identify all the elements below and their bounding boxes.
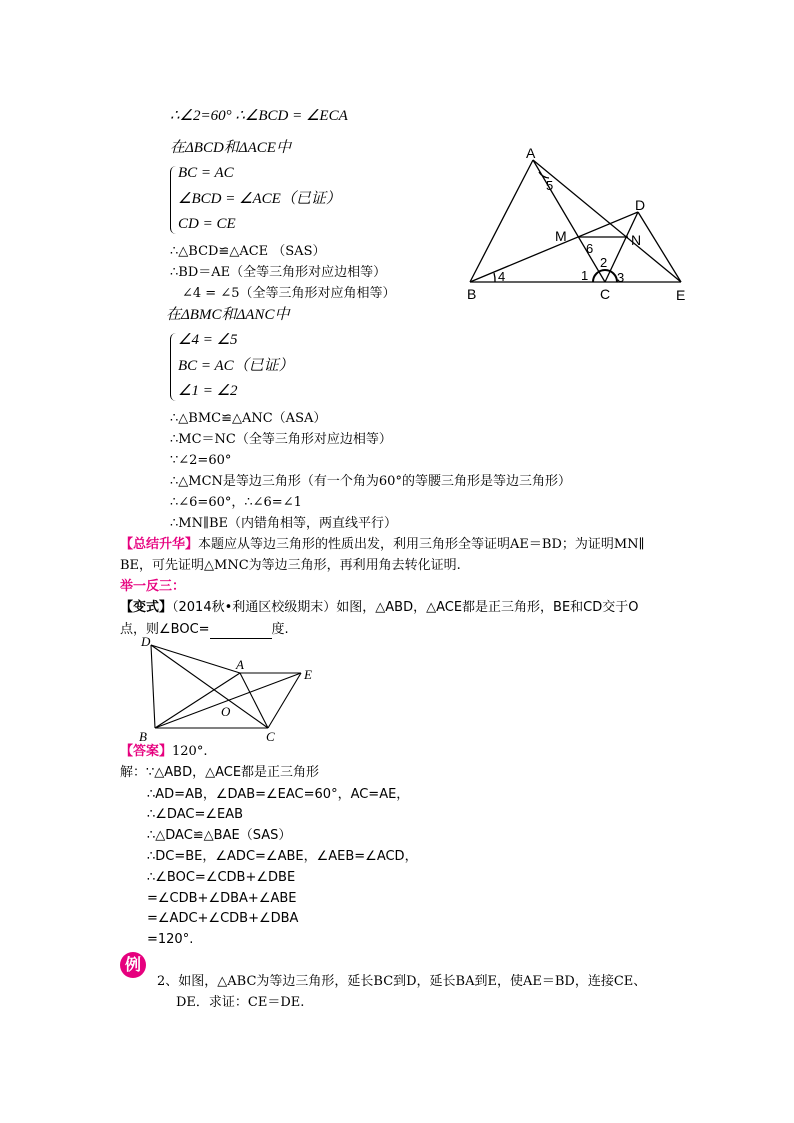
summary-line-1 bbox=[120, 536, 645, 554]
system-row: ∠BCD = ∠ACE（已证） bbox=[178, 191, 341, 207]
point-label-a: A bbox=[236, 657, 244, 672]
brace bbox=[170, 166, 177, 234]
angle-label-6: 6 bbox=[586, 241, 594, 256]
point-label-a: A bbox=[526, 145, 536, 161]
point-label-m: M bbox=[555, 228, 567, 244]
proof-line: ∴MC＝NC（全等三角形对应边相等） bbox=[170, 432, 392, 447]
variant-line-1 bbox=[120, 599, 639, 617]
solution-line: ∴△DAC≌△BAE（SAS） bbox=[147, 828, 292, 843]
point-label-n: N bbox=[631, 232, 642, 248]
example-badge: 例 bbox=[120, 952, 146, 978]
triangle-figure-1 bbox=[455, 140, 700, 310]
solution-line: =∠CDB+∠DBA+∠ABE bbox=[147, 891, 297, 906]
brace bbox=[170, 333, 177, 401]
proof-line: ∴MN∥BE（内错角相等，两直线平行） bbox=[170, 516, 398, 531]
answer-value: 120°. bbox=[172, 744, 208, 759]
point-label-c: C bbox=[266, 729, 275, 744]
point-label-o: O bbox=[221, 704, 231, 719]
proof-line: 在ΔBMC和ΔANC中 bbox=[166, 307, 290, 323]
system-row: ∠1 = ∠2 bbox=[178, 383, 238, 399]
point-label-e: E bbox=[676, 287, 686, 303]
answer-tag: 【答案】 bbox=[120, 744, 173, 759]
proof-line: ∴△BCD≌△ACE （SAS） bbox=[170, 244, 326, 259]
system-row: CD = CE bbox=[178, 216, 236, 232]
proof-line: 在ΔBCD和ΔACE中 bbox=[170, 140, 291, 156]
point-label-b: B bbox=[467, 286, 477, 302]
solution-line: =120°. bbox=[147, 932, 194, 947]
proof-line: ∴△BMC≌△ANC（ASA） bbox=[170, 411, 327, 426]
point-label-e: E bbox=[304, 667, 312, 682]
point-label-c: C bbox=[600, 286, 611, 302]
angle-label-5: 5 bbox=[546, 178, 554, 193]
variant-text: （2014秋•利通区校级期末）如图，△ABD，△ACE都是正三角形，BE和CD交于O bbox=[172, 600, 639, 615]
angle-label-1: 1 bbox=[581, 268, 589, 283]
system-row: BC = AC（已证） bbox=[178, 358, 294, 374]
answer-line bbox=[120, 743, 207, 761]
proof-line: ∵∠2=60° bbox=[170, 453, 232, 468]
point-label-d: D bbox=[141, 634, 151, 649]
example-line-1: 2、如图，△ABC为等边三角形，延长BC到D，延长BA到E，使AE＝BD，连接CE、 bbox=[157, 974, 647, 989]
solution-line: ∴DC=BE，∠ADC=∠ABE，∠AEB=∠ACD， bbox=[147, 849, 418, 864]
summary-tag: 【总结升华】 bbox=[120, 537, 199, 552]
angle-label-3: 3 bbox=[617, 270, 625, 285]
solution-line: ∴∠BOC=∠CDB+∠DBE bbox=[147, 870, 296, 885]
angle-label-4: 4 bbox=[498, 269, 506, 284]
variant-tag: 【变式】 bbox=[120, 600, 173, 615]
system-row: ∠4 = ∠5 bbox=[178, 332, 238, 348]
variant-question: 点，则∠BOC= bbox=[120, 622, 210, 637]
proof-line: ∴∠2=60° ∴∠BCD = ∠ECA bbox=[170, 108, 348, 124]
proof-line: ∴BD＝AE（全等三角形对应边相等） bbox=[170, 265, 387, 280]
practice-heading: 举一反三： bbox=[120, 579, 186, 594]
proof-line: ∴△MCN是等边三角形（有一个角为60°的等腰三角形是等边三角形） bbox=[170, 474, 571, 489]
angle-label-2: 2 bbox=[600, 255, 608, 270]
system-row: BC = AC bbox=[178, 165, 234, 181]
proof-line: ∠4 = ∠5（全等三角形对应角相等） bbox=[182, 286, 396, 301]
proof-line: ∴∠6=60°，∴∠6=∠1 bbox=[170, 495, 302, 510]
point-label-d: D bbox=[635, 197, 646, 213]
point-label-b: B bbox=[139, 729, 147, 744]
solution-line: ∴∠DAC=∠EAB bbox=[147, 807, 244, 822]
variant-unit: 度. bbox=[271, 622, 289, 637]
parallelogram-figure-2 bbox=[135, 633, 320, 745]
example-line-2: DE．求证：CE＝DE. bbox=[176, 995, 305, 1010]
solution-line: ∴AD=AB，∠DAB=∠EAC=60°，AC=AE， bbox=[147, 787, 410, 802]
summary-line-2: BE，可先证明△MNC为等边三角形，再利用角去转化证明. bbox=[120, 558, 461, 573]
summary-text: 本题应从等边三角形的性质出发，利用三角形全等证明AE＝BD；为证明MN∥ bbox=[198, 537, 645, 552]
solution-line: =∠ADC+∠CDB+∠DBA bbox=[147, 911, 299, 926]
solution-line: 解：∵△ABD，△ACE都是正三角形 bbox=[120, 765, 320, 780]
